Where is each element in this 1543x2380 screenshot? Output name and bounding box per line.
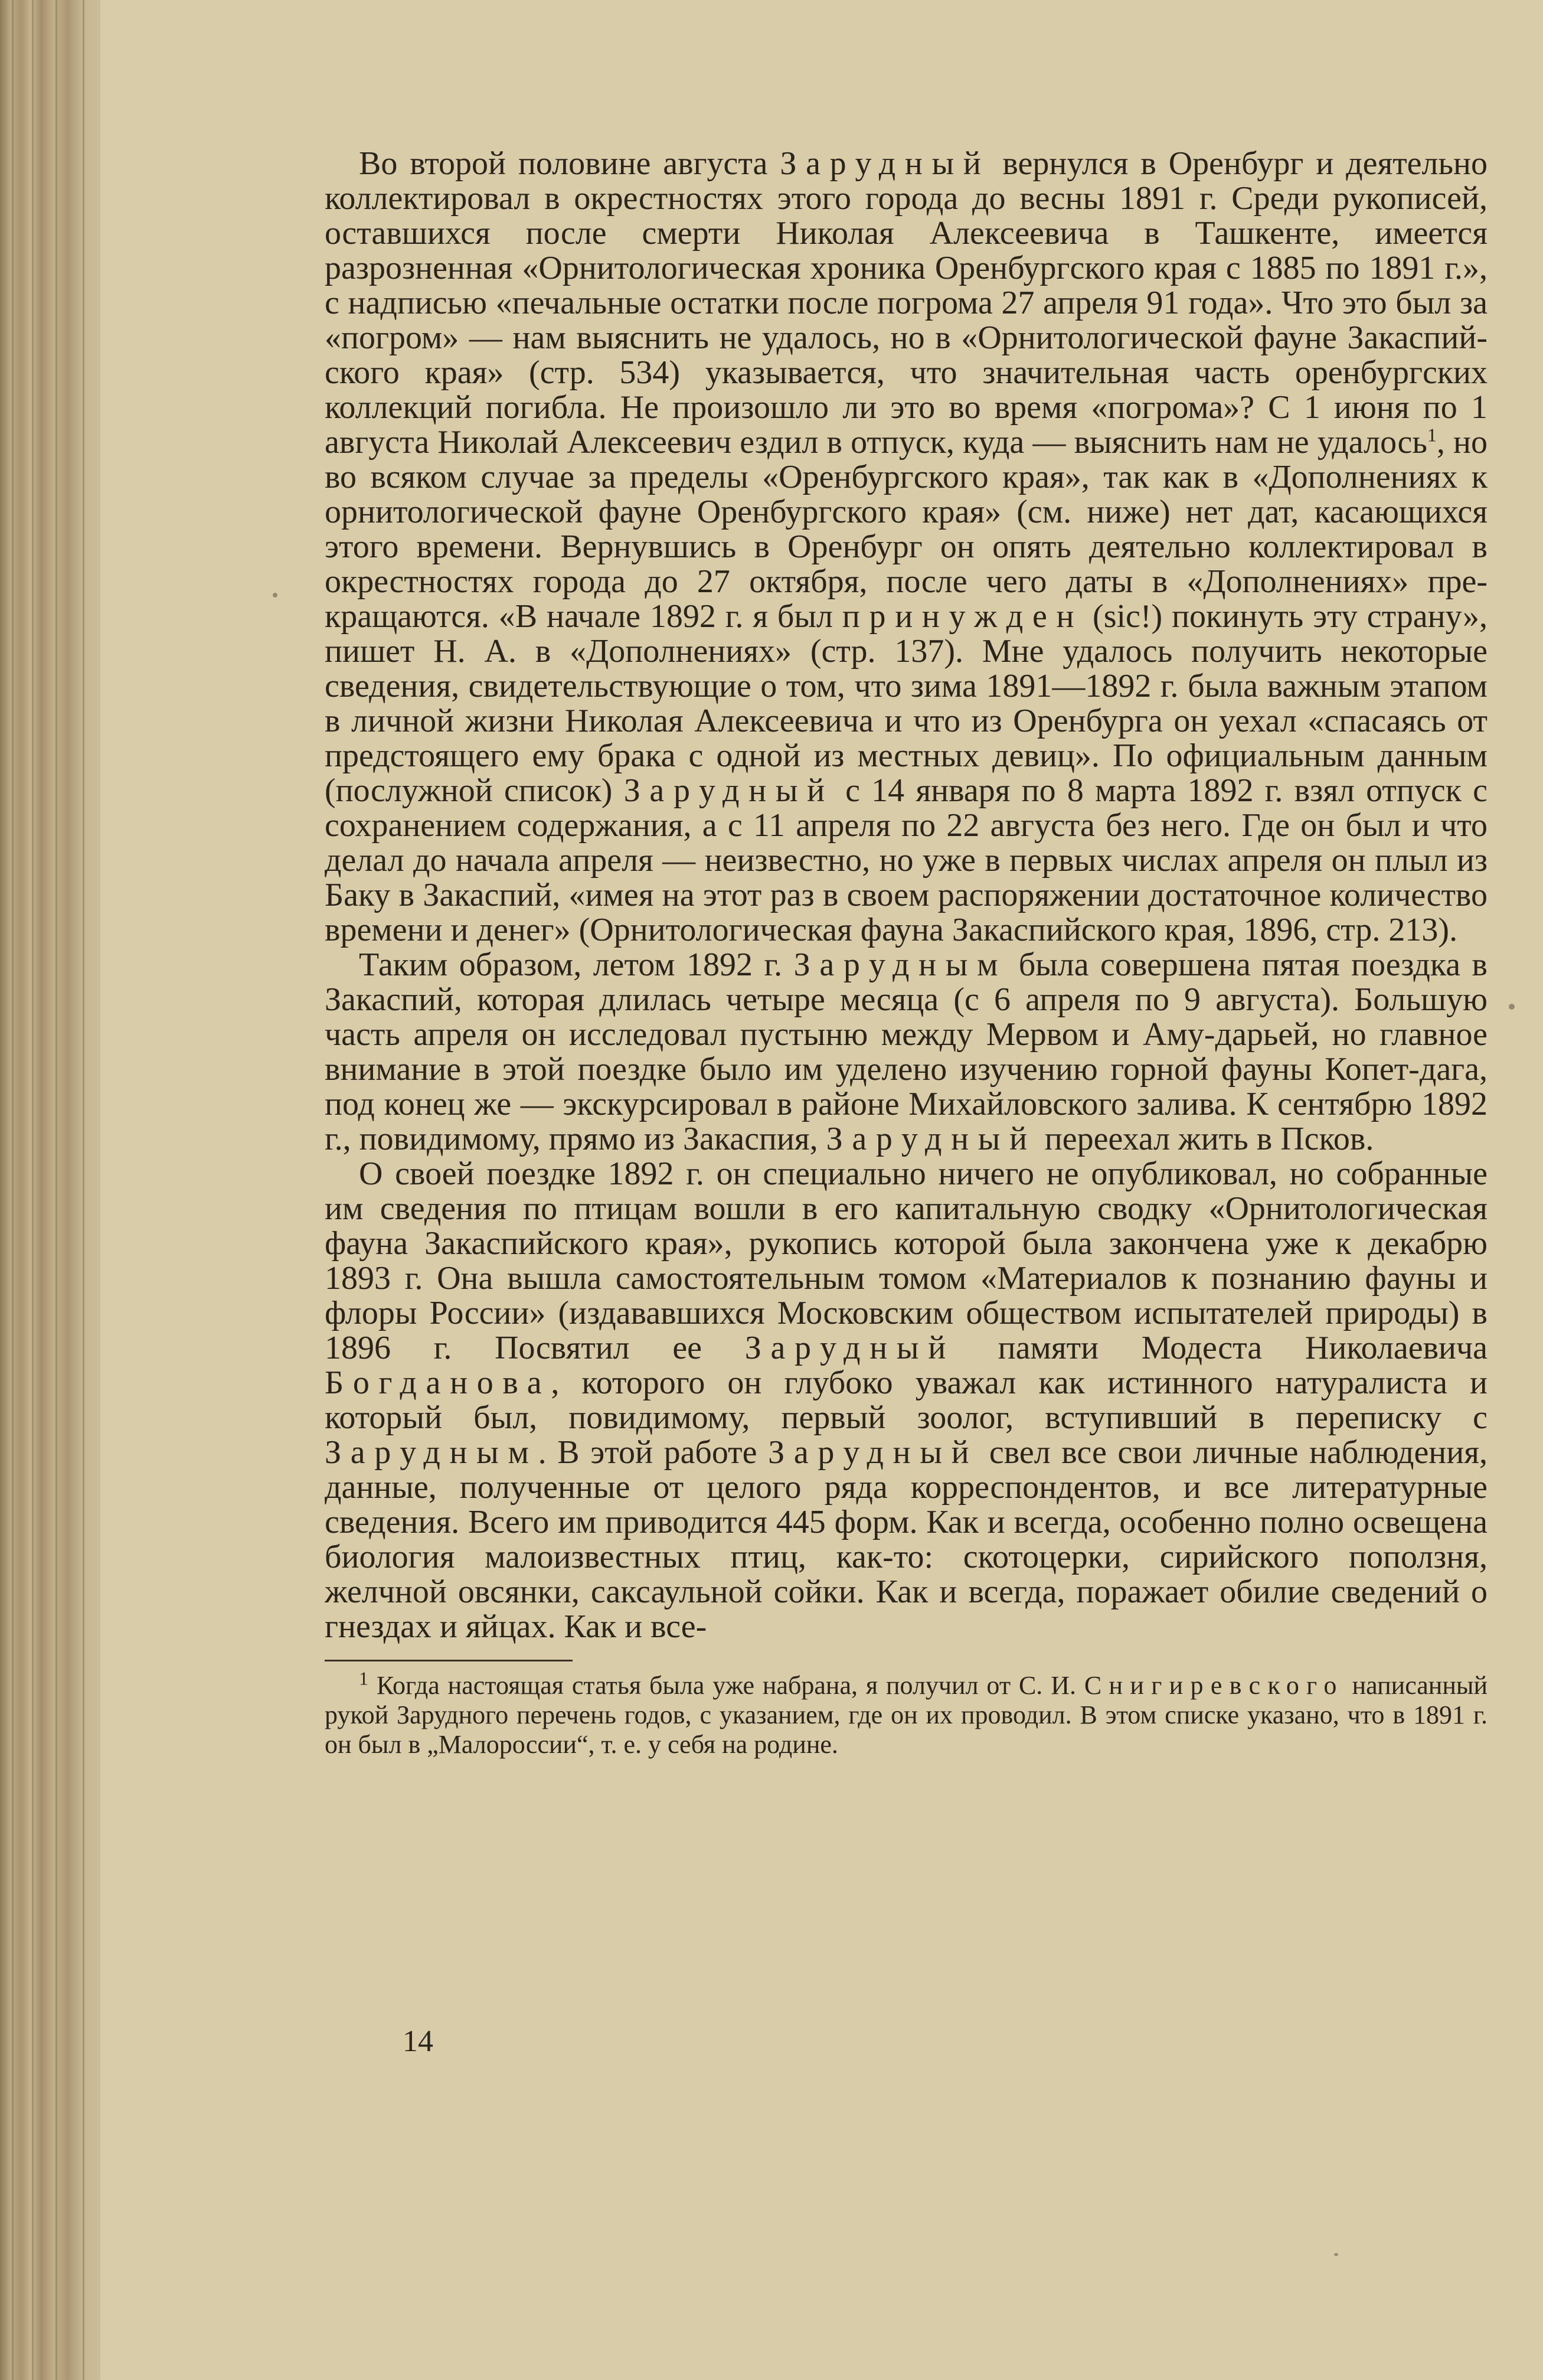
paragraph-2: Таким образом, летом 1892 г. Зарудным была совершена пятая поездка в Закаспий, которая длилась четыре месяца (с 6 апреля по 9 августа). Большую часть апреля он исследовал пустыню между Мервом и Аму-дарьей, но главное внимание в этой поездке было им уделено изучению горной фауны Копет-дага, под конец же — экскурсировал в районе Михайловского залива. К сентябрю 1892 г., повидимому, прямо из Закаспия, Зарудный переехал жить в Псков. [325,946,1488,1157]
paper-speck [1334,2253,1338,2256]
page-number: 14 [403,2025,433,2058]
page-edge-line [55,0,57,2380]
footnote-marker: 1 [359,1667,368,1689]
name-zarudny: Зарудный [826,1121,1037,1157]
book-page [100,0,1543,2380]
name-zarudny: Зарудным [793,946,1008,983]
page-edge-line [32,0,34,2380]
name-zarudny: Зарудный [744,1330,955,1366]
book-page-edges [0,0,100,2380]
paragraph-3: О своей поездке 1892 г. он специально ничего не опубликовал, но собранные им сведения по птицам вошли в его капитальную сводку «Орнитологическая фауна Закаспийского края», рукопись которой была закончена уже к декабрю 1893 г. Она вышла самостоятельным томом «Материалов к познанию фауны и флоры России» (издававшихся Московским обществом испытателей природы) в 1896 г. Посвятил ее Зарудный памяти Модеста Николаевича Богданова, которого он глубоко уважал как истинного натуралиста и который был, повидимому, первый зоолог, вступивший в переписку с Зарудным. В этой работе Зарудный свел все свои личные наблюдения, данные, полученные от целого ряда корреспондентов, и все литературные сведения. Всего им приводится 445 форм. Как и всегда, особенно полно освещена биология малоизвестных птиц, как-то: скотоцерки, сирийского поползня, желчной овсянки, саксаульной сойки. Как и всегда, поражает обилие сведений о гнездах и яйцах. Как и все- [325,1155,1488,1645]
page-edge-line [83,0,84,2380]
page-edge-line [12,0,14,2380]
footnote: $^1$ Когда настоящая статья была уже набрана, я получил от С. И. Снигиревского написанный рукой Зарудного перечень годов, с указанием, где он их проводил. В этом списке указано, что в 1891 г. он был в „Малороссии“, т. е. у себя на родине. [325,1667,1488,1759]
paper-speck [273,593,277,598]
name-bogdanov: Богданова [325,1364,551,1401]
name-zarudny: Зарудный [623,772,834,809]
paragraph-1: Во второй половине августа Зарудный вернулся в Оренбург и деятельно коллектировал в окрестностях этого города до весны 1891 г. Среди рукописей, оставшихся после смерти Николая Алексеевича в Ташкенте, имеется разрозненная «Орнитологическая хроника Оренбургского края с 1885 по 1891 г.», с надписью «печальные остатки после погрома 27 апреля 91 года». Что это был за «погром» — нам выяснить не удалось, но в «Орнитологической фауне Закаспийского края» (стр. 534) указывается, что значительная часть оренбургских коллекций погибла. Не произошло ли это во время «погрома»? С 1 июня по 1 августа Николай Алексеевич ездил в отпуск, куда — выяснить нам не удалось$^1$, но во всяком случае за пределы «Оренбургского края», так как в «Дополнениях к орнитологической фауне Оренбургского края» (см. ниже) нет дат, касающихся этого времени. Вернувшись в Оренбург он опять деятельно коллектировал в окрестностях города до 27 октября, после чего даты в «Дополнениях» прекращаются. «В начале 1892 г. я был принужден (sic!) покинуть эту страну», пишет Н. А. в «Дополнениях» (стр. 137). Мне удалось получить некоторые сведения, свидетельствующие о том, что зима 1891—1892 г. была важным этапом в личной жизни Николая Алексеевича и что из Оренбурга он уехал «спасаясь от предстоящего ему брака с одной из местных девиц». По официальным данным (послужной список) Зарудный с 14 января по 8 марта 1892 г. взял отпуск с сохранением содержания, а с 11 апреля по 22 августа без него. Где он был и что делал до начала апреля — неизвестно, но уже в первых числах апреля он плыл из Баку в Закаспий, «имея на этот раз в своем распоряжении достаточное количество времени и денег» (Орнитологическая фауна Закаспийского края, 1896, стр. 213). [325,145,1488,948]
footnote-divider [325,1660,573,1661]
emphasized-word: принужден [842,598,1084,635]
name-snigirevsky: Снигиревского [1084,1671,1344,1700]
name-zarudny: Зарудный [780,145,990,182]
footnote-reference: 1 [1427,424,1437,446]
text-column [325,146,1488,1759]
name-zarudny: Зарудным [325,1434,538,1471]
name-zarudny: Зарудный [768,1434,979,1471]
paper-speck [1509,1004,1515,1010]
